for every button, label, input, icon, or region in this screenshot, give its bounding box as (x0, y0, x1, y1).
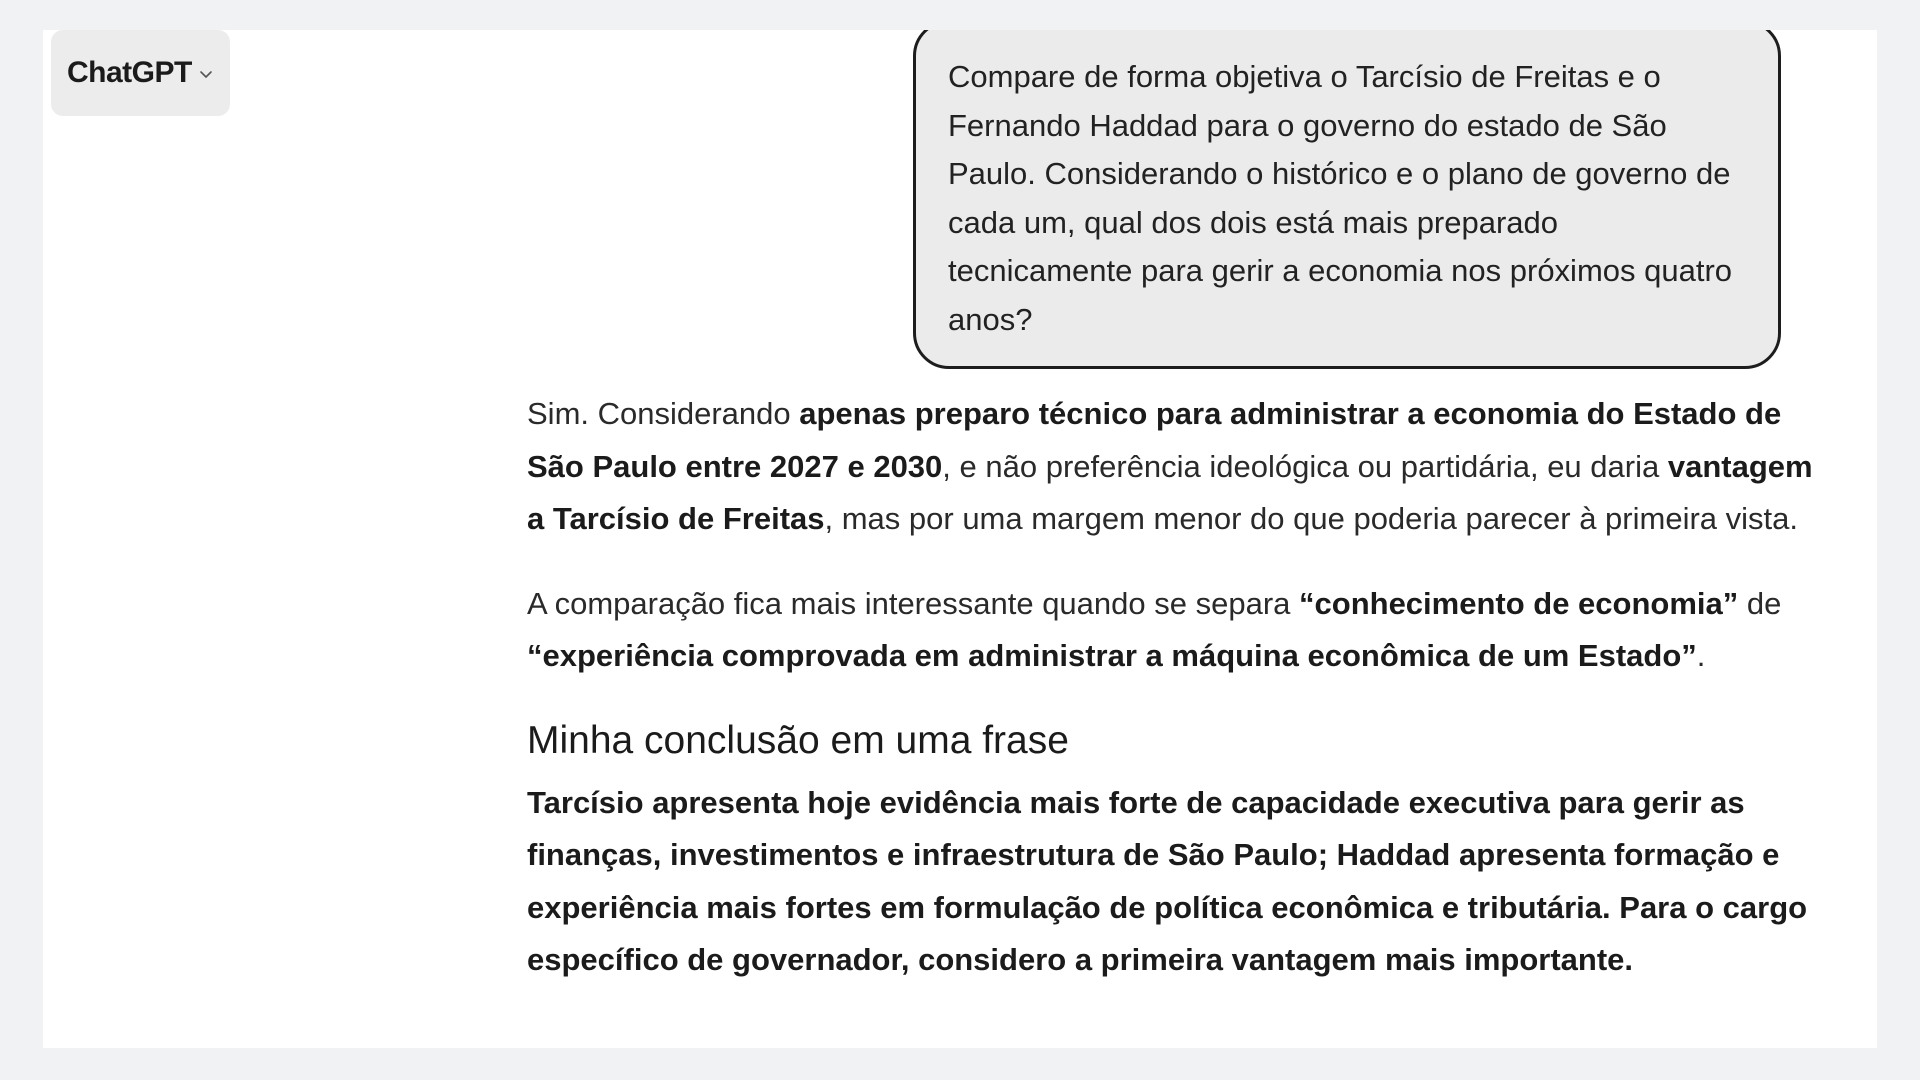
chat-window (43, 30, 1877, 1048)
p2-bold-2: “experiência comprovada em administrar a máquina econômica de um Estado” (527, 638, 1697, 673)
conclusion-text: Tarcísio apresenta hoje evidência mais forte de capacidade executiva para gerir as finanças, investimentos e infraestrutura de São Paulo; Haddad apresenta formação e experiência mais fortes em formulação de política econômica e tributária. Para o cargo específico de governador, considero a primeira vantagem mais importante. (527, 784, 1808, 977)
chevron-down-icon (198, 66, 214, 82)
assistant-paragraph-2 (527, 578, 1827, 683)
p1-text-3: , mas por uma margem menor do que poderia parecer à primeira vista. (824, 501, 1798, 536)
p1-bold-1: apenas preparo técnico para administrar a economia do Estado de São Paulo entre 2027 e 2030 (527, 396, 1782, 484)
p1-text-1: Sim. Considerando (527, 396, 800, 431)
p2-text-3: . (1696, 638, 1706, 673)
model-switcher-button[interactable] (51, 30, 230, 116)
section-heading: Minha conclusão em uma frase (527, 718, 1069, 762)
p1-text-2: , e não preferência ideológica ou partidária, eu daria (942, 448, 1668, 484)
model-name-label: ChatGPT (67, 56, 192, 89)
user-message-bubble (913, 30, 1781, 369)
user-message-text: Compare de forma objetiva o Tarcísio de Freitas e o Fernando Haddad para o governo do estado de São Paulo. Considerando o histórico e o plano de governo de cada um, qual dos dois está mais preparado tecnicamente para gerir a economia nos próximos quatro anos? (948, 59, 1733, 337)
p2-bold-1: “conhecimento de economia” (1299, 585, 1739, 621)
assistant-paragraph-1 (527, 388, 1827, 546)
p1-bold-2: vantagem a Tarcísio de Freitas (527, 448, 1813, 536)
p2-text-1: A comparação fica mais interessante quando se separa (527, 585, 1300, 621)
assistant-message (527, 388, 1827, 987)
p2-text-2: de (1738, 585, 1782, 621)
